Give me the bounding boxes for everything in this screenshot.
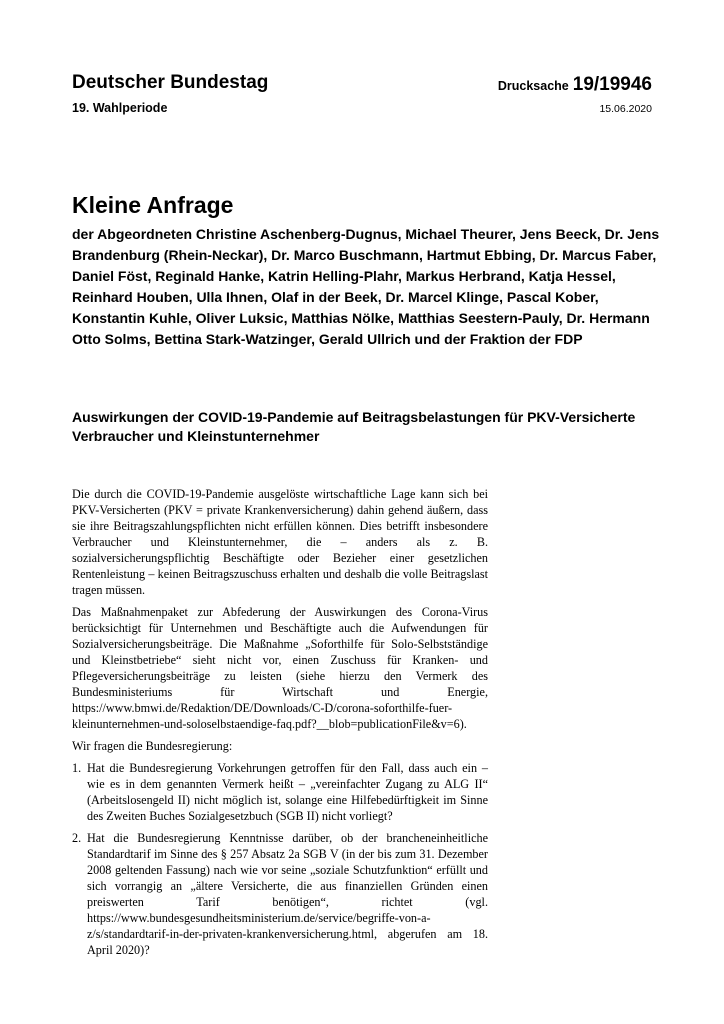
question-item <box>72 830 488 958</box>
legislative-period: 19. Wahlperiode <box>72 101 168 115</box>
drucksache-block <box>498 74 652 97</box>
paragraph-2: Das Maßnahmenpaket zur Abfederung der Auswirkungen des Corona-Virus berücksichtigt für Unternehmen und Beschäftigte auch die Aufwendungen für Sozialversicherungsbeiträge. Die Maßnahme „Soforthilfe für Solo-Selbstständige und Kleinstbetriebe“ sieht nicht vor, einen Zuschuss für Kranken- und Pflegeversicherungsbeiträge zu leisten (siehe hierzu den Vermerk des Bundesministeriums für Wirtschaft und Energie, https://www.bmwi.de/Redaktion/DE/Downloads/C-D/corona-soforthilfe-fuer-kleinunternehmen-und-soloselbstaendige-faq.pdf?__blob=publicationFile&v=6). <box>72 605 488 731</box>
document-date: 15.06.2020 <box>599 103 652 115</box>
authors-list: der Abgeordneten Christine Aschenberg-Dugnus, Michael Theurer, Jens Beeck, Dr. Jens Brandenburg (Rhein-Neckar), Dr. Marco Buschmann, Hartmut Ebbing, Dr. Marcus Faber, Daniel Föst, Reginald Hanke, Katrin Helling-Plahr, Markus Herbrand, Katja Hessel, Reinhard Houben, Ulla Ihnen, Olaf in der Beek, Dr. Marcel Klinge, Pascal Kober, Konstantin Kuhle, Oliver Luksic, Matthias Nölke, Matthias Seestern-Pauly, Dr. Hermann Otto Solms, Bettina Stark-Watzinger, Gerald Ullrich und der Fraktion der FDP <box>72 226 660 347</box>
question-text: Hat die Bundesregierung Vorkehrungen getroffen für den Fall, dass auch ein – wie es in dem genannten Vermerk heißt – „vereinfachter Zugang zu ALG II“ (Arbeitslosengeld II) nicht möglich ist, solange eine Hilfebedürftigkeit im Sinne des Zweiten Buches Sozialgesetzbuch (SGB II) nicht vorliegt? <box>87 761 488 823</box>
anfrage-title: Kleine Anfrage <box>72 192 234 218</box>
question-number: 2. <box>72 831 82 845</box>
question-text: Hat die Bundesregierung Kenntnisse darüber, ob der brancheneinheitliche Standardtarif im Sinne des § 257 Absatz 2a SGB V (in der bis zum 31. Dezember 2008 geltenden Fassung) nach wie vor seine „soziale Schutzfunktion“ erfüllt und sich vorrangig an „ältere Versicherte, die aus finanziellen Gründen einen preiswerten Tarif benötigen“, richtet (vgl. https://www.bundesgesundheitsministerium.de/service/begriffe-von-a-z/s/standardtarif-in-der-privaten-krankenversicherung.html, abgerufen am 18. April 2020)? <box>87 831 488 957</box>
subject-heading: Auswirkungen der COVID-19-Pandemie auf Beitragsbelastungen für PKV-Versicherte Verbraucher und Kleinstunternehmer <box>72 409 636 444</box>
drucksache-number: 19/19946 <box>572 74 652 95</box>
parliament-title: Deutscher Bundestag <box>72 72 269 93</box>
body-text <box>72 486 488 964</box>
drucksache-label: Drucksache <box>497 79 569 93</box>
paragraph-1: Die durch die COVID-19-Pandemie ausgelöste wirtschaftliche Lage kann sich bei PKV-Versicherten (PKV = private Krankenversicherung) dahin gehend äußern, dass sie ihre Beitragszahlungspflichten nicht erfüllen können. Dies betrifft insbesondere Verbraucher und Kleinstunternehmer, die – anders als z. B. sozialversicherungspflichtig Beschäftigte oder Bezieher einer gesetzlichen Rentenleistung – keinen Beitragszuschuss erhalten und deshalb die volle Beitragslast tragen müssen. <box>72 487 488 597</box>
questions-intro: Wir fragen die Bundesregierung: <box>72 739 233 753</box>
question-item <box>72 760 488 824</box>
question-number: 1. <box>72 761 82 775</box>
